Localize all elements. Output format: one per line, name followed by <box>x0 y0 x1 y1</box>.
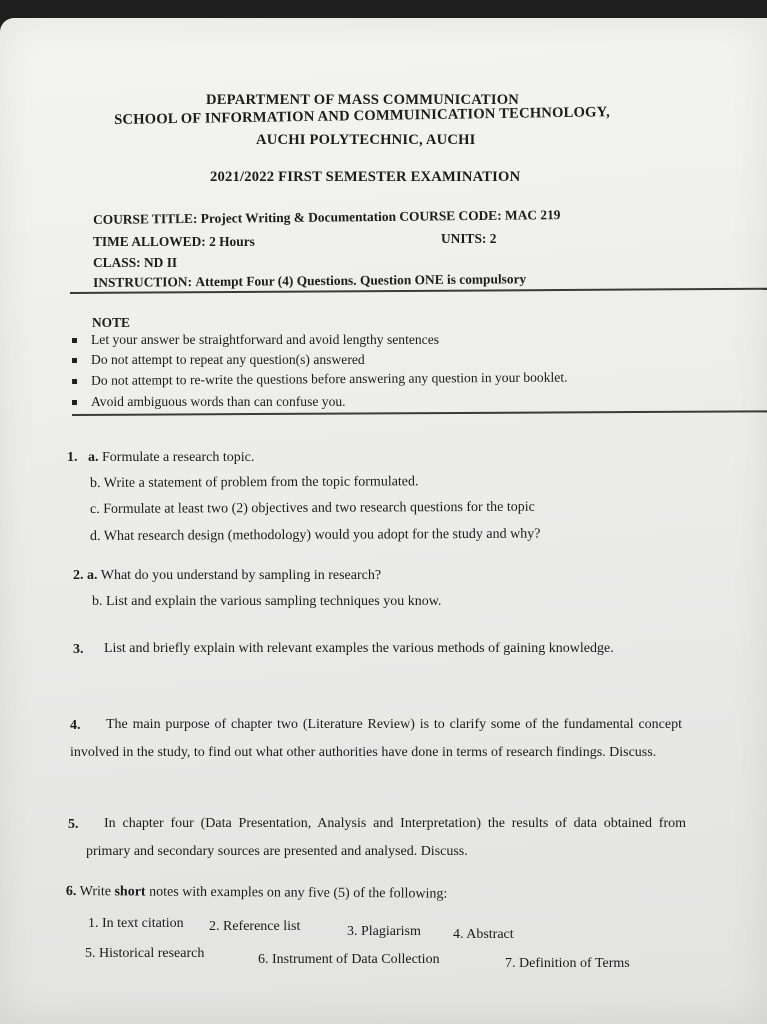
class-line <box>93 255 177 271</box>
units-label: UNITS: <box>441 231 487 246</box>
exam-heading: 2021/2022 FIRST SEMESTER EXAMINATION <box>210 169 521 185</box>
course-code-label: COURSE CODE: <box>399 207 502 224</box>
option-item: 1. In text citation <box>88 916 184 931</box>
question-2-b: b. List and explain the various sampling techniques you know. <box>92 594 442 609</box>
option-item: 5. Historical research <box>85 946 205 961</box>
units-value: 2 <box>489 231 497 246</box>
course-title-value: Project Writing & Documentation <box>200 208 397 226</box>
course-title-line <box>93 207 561 228</box>
bullet-icon <box>72 400 77 405</box>
question-number: 3. <box>73 642 84 657</box>
course-code-value: MAC 219 <box>504 207 561 223</box>
course-title-label: COURSE TITLE: <box>93 210 198 227</box>
exam-sheet <box>0 18 767 1024</box>
question-number: 5. <box>68 817 79 832</box>
question-number: 2. <box>73 568 84 583</box>
school-heading: SCHOOL OF INFORMATION AND COMMUINICATION TECHNOLOGY, <box>114 104 611 128</box>
time-allowed-label: TIME ALLOWED: <box>93 234 206 249</box>
note-item: Avoid ambiguous words than can confuse you. <box>72 394 346 410</box>
institution-heading: AUCHI POLYTECHNIC, AUCHI <box>256 132 476 148</box>
department-heading: DEPARTMENT OF MASS COMMUNICATION <box>206 92 520 108</box>
option-item: 2. Reference list <box>209 919 301 934</box>
note-item: Do not attempt to re-write the questions before answering any question in your booklet. <box>72 370 568 389</box>
question-1-a: 1. a. Formulate a research topic. <box>67 450 255 465</box>
bullet-icon <box>72 338 77 343</box>
question-6-text: 6. Write short notes with examples on any five (5) of the following: <box>65 884 448 902</box>
bullet-icon <box>72 358 77 363</box>
question-2-a: 2. a. What do you understand by sampling in research? <box>73 568 382 583</box>
units-line <box>441 231 496 247</box>
instruction-label: INSTRUCTION: <box>93 274 193 290</box>
option-item: 4. Abstract <box>453 927 514 942</box>
time-allowed-line <box>93 234 255 250</box>
note-item: Do not attempt to repeat any question(s) answered <box>72 352 365 368</box>
option-item: 7. Definition of Terms <box>505 956 630 971</box>
question-3-text: List and briefly explain with relevant examples the various methods of gaining knowledge. <box>104 641 614 656</box>
question-1-c: c. Formulate at least two (2) objectives and two research questions for the topic <box>90 499 535 517</box>
question-5-text: In chapter four (Data Presentation, Analysis and Interpretation) the results of data obtained from primary and secondary sources are presented and analysed. Discuss. <box>86 816 686 859</box>
option-item: 3. Plagiarism <box>347 924 421 939</box>
note-item: Let your answer be straightforward and avoid lengthy sentences <box>72 332 439 348</box>
question-number: 6. <box>65 884 77 900</box>
class-label: CLASS: <box>93 255 141 270</box>
question-1-b: b. Write a statement of problem from the topic formulated. <box>90 474 419 491</box>
note-title: NOTE <box>92 315 130 330</box>
question-1-d: d. What research design (methodology) would you adopt for the study and why? <box>90 526 541 544</box>
question-4-text: The main purpose of chapter two (Literature Review) is to clarify some of the fundamental concept involved in the study, to find out what other authorities have done in terms of research findings. Discuss. <box>70 717 682 760</box>
instruction-value: Attempt Four (4) Questions. Question ONE is compulsory <box>195 271 527 290</box>
time-allowed-value: 2 Hours <box>209 234 255 249</box>
option-item: 6. Instrument of Data Collection <box>258 952 440 967</box>
question-number: 4. <box>70 718 81 733</box>
instruction-line <box>93 271 526 291</box>
class-value: ND II <box>144 255 178 270</box>
question-number: 1. <box>67 450 78 465</box>
bullet-icon <box>72 379 77 384</box>
divider-bottom <box>72 410 767 416</box>
